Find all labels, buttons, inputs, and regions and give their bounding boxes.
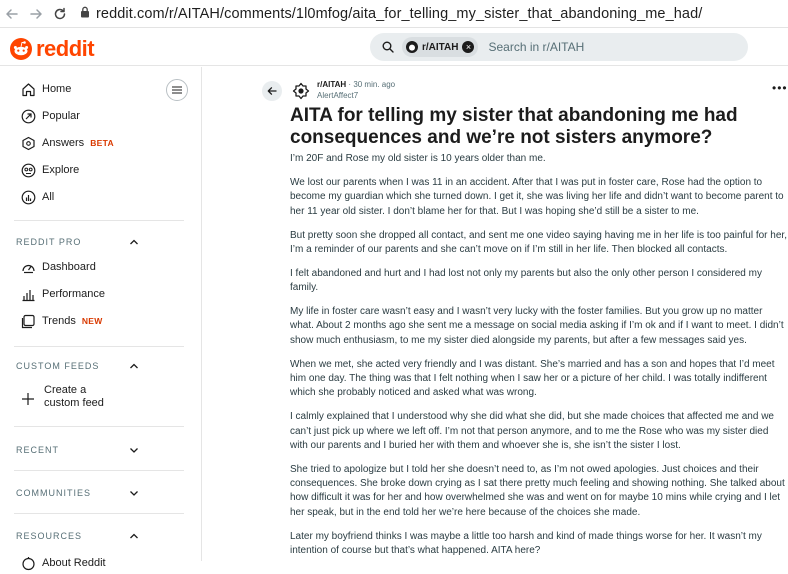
sidebar-item-label: Home	[42, 83, 72, 95]
back-arrow-icon	[267, 86, 277, 96]
trends-icon	[20, 313, 36, 329]
divider	[14, 426, 184, 427]
divider	[14, 513, 184, 514]
left-sidebar	[0, 67, 202, 569]
sidebar-item-popular[interactable]	[20, 105, 80, 127]
sidebar-item-label: All	[42, 191, 55, 203]
sidebar-item-label: Dashboard	[42, 261, 96, 273]
reddit-header	[0, 28, 788, 66]
back-arrow-icon[interactable]	[4, 6, 20, 22]
menu-icon	[172, 86, 182, 94]
post-paragraph: Later my boyfriend thinks I was maybe a little too harsh and kind of made things worse for her. It wasn’t my intention of course but that’s what happened. AITA here?	[290, 530, 762, 557]
sidebar-item-home[interactable]	[20, 78, 71, 100]
communities-section-header[interactable]	[16, 485, 140, 501]
reddit-snoo-icon	[10, 38, 32, 60]
answers-icon	[20, 135, 36, 151]
post-meta	[317, 80, 395, 89]
sidebar-item-label: Popular	[42, 110, 80, 122]
performance-icon	[20, 286, 36, 302]
sidebar-item-about-reddit[interactable]	[20, 552, 106, 574]
search-icon	[382, 41, 394, 53]
sidebar-item-label: Performance	[42, 288, 105, 300]
dashboard-icon	[20, 259, 36, 275]
subreddit-link[interactable]: r/AITAH	[317, 80, 347, 89]
sidebar-item-label: Trends	[42, 315, 76, 327]
search-bar[interactable]	[370, 33, 748, 61]
post-paragraph: I felt abandoned and hurt and I had lost not only my parents but also the only other person I considered my family.	[290, 267, 762, 294]
section-heading: RECENT	[16, 445, 60, 455]
recent-section-header[interactable]	[16, 442, 140, 458]
forward-arrow-icon[interactable]	[28, 6, 44, 22]
chevron-up-icon	[128, 360, 140, 372]
resources-section-header[interactable]	[16, 528, 140, 544]
address-bar[interactable]	[80, 6, 702, 22]
create-custom-feed-button[interactable]	[20, 384, 124, 414]
new-badge: NEW	[81, 316, 103, 326]
post-title: AITA for telling my sister that abandoning me had consequences and we’re not sisters anymore?	[290, 105, 738, 148]
reddit-pro-section-header[interactable]	[16, 234, 140, 250]
search-input[interactable]: Search in r/AITAH	[488, 40, 585, 54]
post-paragraph: I calmly explained that I understood why she did what she did, but she made choices that affected me and we can’t just pick up where we left off. I’m not that person anymore, and to me the Rose who was my sister died with our parents and I buried her with them and whoever she is, she isn’t the sister I lost.	[290, 411, 774, 451]
chevron-up-icon	[128, 236, 140, 248]
meta-separator: ·	[348, 80, 354, 89]
section-heading: REDDIT PRO	[16, 237, 82, 247]
explore-icon	[20, 162, 36, 178]
sidebar-item-performance[interactable]	[20, 283, 105, 305]
section-heading: RESOURCES	[16, 531, 83, 541]
about-reddit-icon	[20, 555, 36, 571]
chevron-down-icon	[128, 487, 140, 499]
all-icon	[20, 189, 36, 205]
post-body	[290, 152, 788, 568]
post-paragraph: But pretty soon she dropped all contact, and sent me one video saying having me in her life is too painful for her, I’m a reminder of our parents and she can’t move on if I’m still in her life. Then blocked all contacts.	[290, 229, 787, 255]
beta-badge: BETA	[90, 138, 114, 148]
lock-icon	[80, 6, 90, 22]
popular-icon	[20, 108, 36, 124]
chevron-down-icon	[128, 444, 140, 456]
community-filter-chip[interactable]	[402, 37, 478, 57]
sidebar-item-dashboard[interactable]	[20, 256, 96, 278]
sidebar-item-label: About Reddit	[42, 557, 106, 569]
home-icon	[20, 81, 36, 97]
plus-icon	[20, 391, 36, 407]
post-detail	[262, 67, 788, 561]
author-link[interactable]: AlertAffect7	[317, 91, 359, 100]
browser-toolbar	[0, 0, 788, 28]
more-options-icon[interactable]: •••	[772, 81, 788, 95]
post-time: 30 min. ago	[353, 80, 396, 89]
create-custom-feed-label: Create a custom feed	[44, 384, 104, 409]
divider	[14, 470, 184, 471]
post-paragraph: When we met, she acted very friendly and I was distant. She’s married and has a son and hopes that I’d meet him one day. The thing was that I felt nothing when I saw her or a picture of her child. I was totally indifferent which she probably noticed and asked what was wrong.	[290, 358, 775, 399]
post-paragraph: I’m 20F and Rose my old sister is 10 years older than me.	[290, 153, 546, 164]
reddit-logo[interactable]	[10, 36, 94, 62]
reddit-wordmark: reddit	[36, 36, 95, 61]
collapse-sidebar-button[interactable]	[166, 79, 188, 101]
section-heading: CUSTOM FEEDS	[16, 361, 100, 371]
custom-feeds-section-header[interactable]	[16, 358, 140, 374]
divider	[14, 346, 184, 347]
sidebar-item-answers[interactable]	[20, 132, 114, 154]
sidebar-item-label: Answers	[42, 137, 85, 149]
post-paragraph: My life in foster care wasn’t easy and I wasn’t very lucky with the foster families. But you grow up no matter what. About 2 months ago she sent me a message on social media asking if I’m ok and if I want to meet. I didn’t show much enthusiasm, to me my sister died alongside my parents, but after a few messages said yes.	[290, 306, 784, 346]
divider	[14, 220, 184, 221]
sidebar-item-explore[interactable]	[20, 159, 79, 181]
chevron-up-icon	[128, 530, 140, 542]
chip-label: r/AITAH	[422, 41, 459, 53]
community-icon	[406, 41, 418, 53]
sidebar-item-trends[interactable]	[20, 310, 103, 332]
subreddit-avatar-icon[interactable]	[291, 81, 311, 101]
sidebar-item-label: Explore	[42, 164, 80, 176]
close-icon[interactable]: ×	[462, 41, 474, 53]
back-button[interactable]	[262, 81, 282, 101]
post-paragraph: We lost our parents when I was 11 in an accident. After that I was put in foster care, Rose had the option to become my guardian which she turned down. I get it, she was living her life and didn’t want to become parent to her 11 year old sister. I don’t blame her for that. But I was hoping she’d still be a sister to me.	[290, 176, 784, 217]
sidebar-item-all[interactable]	[20, 186, 54, 208]
post-paragraph: She tried to apologize but I told her she doesn’t need to, as I’m not owed apologies. Just choices and their consequences. She broke down crying as I sat there pretty much feeling and showing nothing. She talked about how difficult it was for her and how overwhelmed she was and went on for maybe 10 mins while crying and I let her speak, but in the end told her we’re here because of the choices she made.	[290, 463, 785, 518]
url-text: reddit.com/r/AITAH/comments/1l0mfog/aita_for_telling_my_sister_that_abandoning_me_had/	[96, 5, 703, 22]
reload-icon[interactable]	[52, 6, 68, 22]
section-heading: COMMUNITIES	[16, 488, 91, 498]
